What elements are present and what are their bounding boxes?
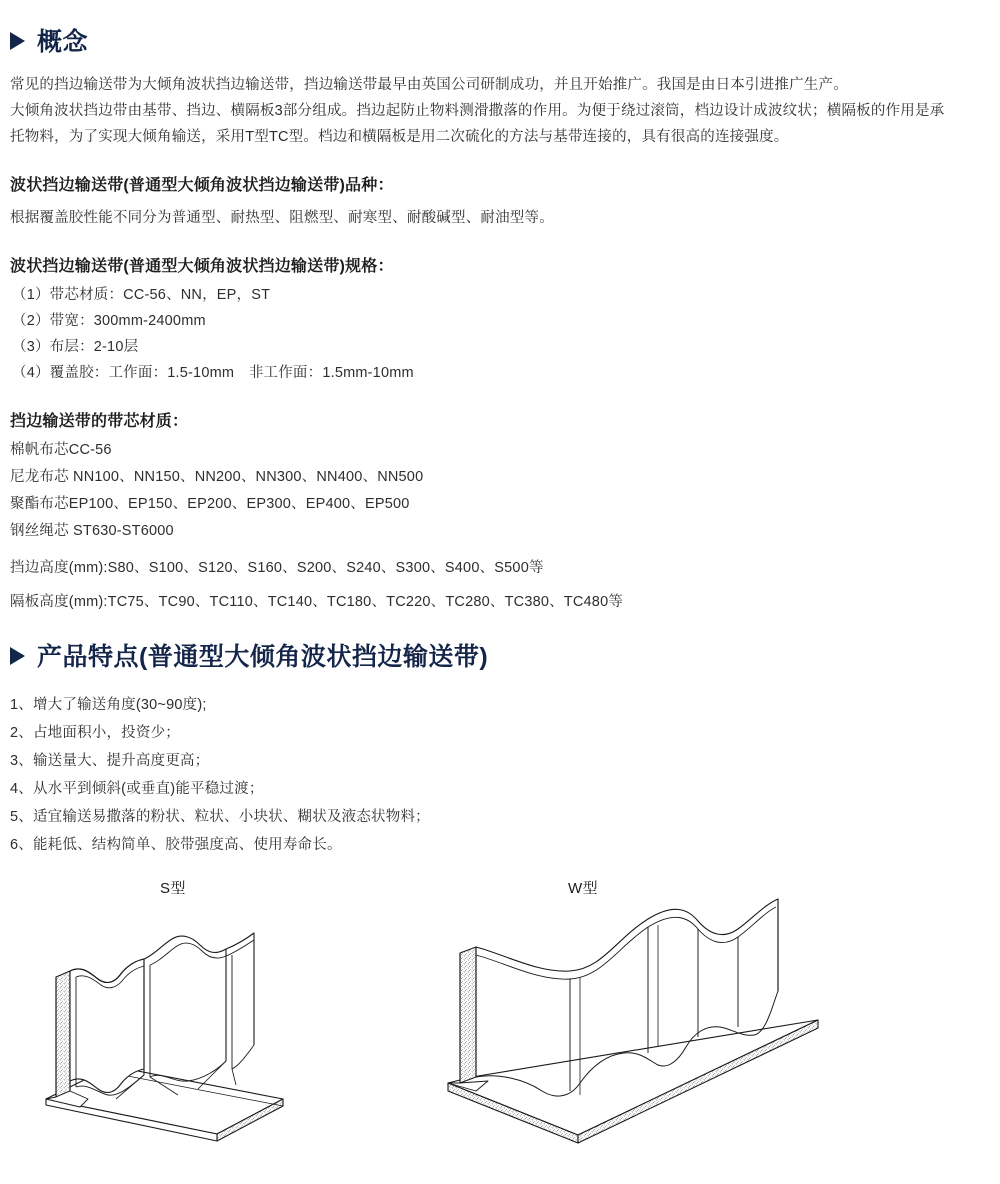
feature-item: 4、从水平到倾斜(或垂直)能平稳过渡； xyxy=(10,781,264,797)
document-page xyxy=(0,22,1000,1184)
feature-item: 5、适宜输送易撒落的粉状、粒状、小块状、糊状及液态状物料； xyxy=(10,809,430,825)
height-spec-item: 挡边高度(mm):S80、S100、S120、S160、S200、S240、S300、S400、S500等 xyxy=(10,560,544,576)
core-material-item: 聚酯布芯EP100、EP150、EP200、EP300、EP400、EP500 xyxy=(10,496,410,512)
subsection-heading-core-material: 挡边输送带的带芯材质： xyxy=(10,413,189,430)
spec-item: （2）带宽：300mm-2400mm xyxy=(12,313,206,329)
subsection-heading-spec: 波状挡边输送带(普通型大倾角波状挡边输送带)规格： xyxy=(10,258,394,275)
section-heading-features-label: 产品特点(普通型大倾角波状挡边输送带) xyxy=(37,643,489,671)
core-material-item: 尼龙布芯 NN100、NN150、NN200、NN300、NN400、NN500 xyxy=(10,469,424,485)
variety-body: 根据覆盖胶性能不同分为普通型、耐热型、阻燃型、耐寒型、耐酸碱型、耐油型等。 xyxy=(10,210,554,226)
diagram-label-s-type: S型 xyxy=(160,880,187,897)
section-heading-concept-label: 概念 xyxy=(37,28,89,56)
feature-item: 6、能耗低、结构简单、胶带强度高、使用寿命长。 xyxy=(10,837,342,853)
section-heading-features xyxy=(10,637,1000,673)
section-heading-concept xyxy=(10,22,1000,58)
triangle-right-icon xyxy=(10,647,25,665)
spec-item: （1）带芯材质：CC-56、NN，EP，ST xyxy=(12,287,271,303)
core-material-item: 钢丝绳芯 ST630-ST6000 xyxy=(10,523,174,539)
w-type-belt-illustration xyxy=(420,895,840,1175)
diagram-area xyxy=(0,877,1000,1177)
spec-item: （4）覆盖胶：工作面：1.5-10mm 非工作面：1.5mm-10mm xyxy=(12,365,414,381)
feature-list xyxy=(0,691,1000,859)
feature-item: 2、占地面积小，投资少； xyxy=(10,725,180,741)
core-material-list xyxy=(0,437,1000,545)
height-spec-item: 隔板高度(mm):TC75、TC90、TC110、TC140、TC180、TC220、TC280、TC380、TC480等 xyxy=(10,594,624,610)
diagram-label-w-type: W型 xyxy=(568,880,599,897)
height-spec-list xyxy=(0,551,1000,619)
paragraph-line: 大倾角波状挡边带由基带、挡边、横隔板3部分组成。挡边起防止物料测滑撒落的作用。为便于绕过滚筒，档边设计成波纹状；横隔板的作用是承 xyxy=(10,103,945,119)
paragraph-line: 托物料，为了实现大倾角输送，采用T型TC型。档边和横隔板是用二次硫化的方法与基带连接的，具有很高的连接强度。 xyxy=(10,129,789,145)
core-material-item: 棉帆布芯CC-56 xyxy=(10,442,112,458)
subsection-heading-variety: 波状挡边输送带(普通型大倾角波状挡边输送带)品种： xyxy=(10,177,394,194)
concept-paragraph-1 xyxy=(10,72,990,98)
s-type-belt-illustration xyxy=(40,899,340,1149)
spec-item: （3）布层：2-10层 xyxy=(12,339,139,355)
paragraph-line: 常见的挡边输送带为大倾角波状挡边输送带，挡边输送带最早由英国公司研制成功，并且开始推广。我国是由日本引进推广生产。 xyxy=(10,77,848,93)
feature-item: 3、输送量大、提升高度更高； xyxy=(10,753,210,769)
triangle-right-icon xyxy=(10,32,25,50)
spec-list xyxy=(0,282,1000,386)
concept-paragraph-2 xyxy=(10,98,990,150)
feature-item: 1、增大了输送角度(30~90度); xyxy=(10,697,207,713)
